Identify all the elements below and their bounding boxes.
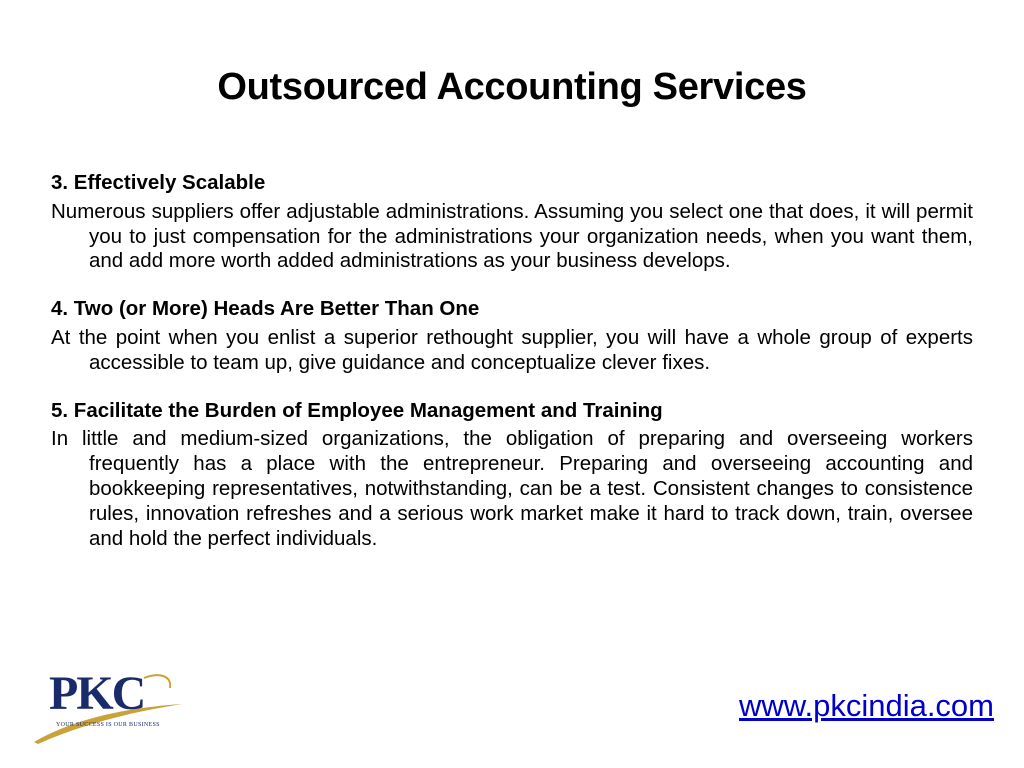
logo-tagline: YOUR SUCCESS IS OUR BUSINESS xyxy=(56,722,160,728)
logo-text: PKC xyxy=(49,667,145,720)
section-body: In little and medium-sized organizations, the obligation of preparing and overseeing workers frequently has a place with the entrepreneur. Preparing and overseeing accounting and bookkeeping representatives, notwithstanding, can be a test. Consistent changes to consistence rules, innovation refreshes and a serious work market make it hard to track down, train, oversee and hold the perfect individuals. xyxy=(51,427,973,550)
section-heading: 4. Two (or More) Heads Are Better Than One xyxy=(51,297,480,321)
slide-title: Outsourced Accounting Services xyxy=(217,66,807,108)
section-heading: 5. Facilitate the Burden of Employee Management and Training xyxy=(51,398,663,422)
section-heading: 3. Effectively Scalable xyxy=(51,171,266,194)
slide-content xyxy=(51,171,973,574)
section-employee-management xyxy=(51,399,973,552)
section-body: Numerous suppliers offer adjustable administrations. Assuming you select one that does, it will permit you to just compensation for the administrations your organization needs, when you want them, and add more worth added administrations as your business develops. xyxy=(51,199,973,273)
pkc-logo xyxy=(32,668,188,746)
section-scalable xyxy=(51,171,973,274)
website-link[interactable]: www.pkcindia.com xyxy=(739,688,994,723)
section-two-heads xyxy=(51,297,973,375)
section-body: At the point when you enlist a superior rethought supplier, you will have a whole group of experts accessible to team up, give guidance and conceptualize clever fixes. xyxy=(51,325,973,374)
